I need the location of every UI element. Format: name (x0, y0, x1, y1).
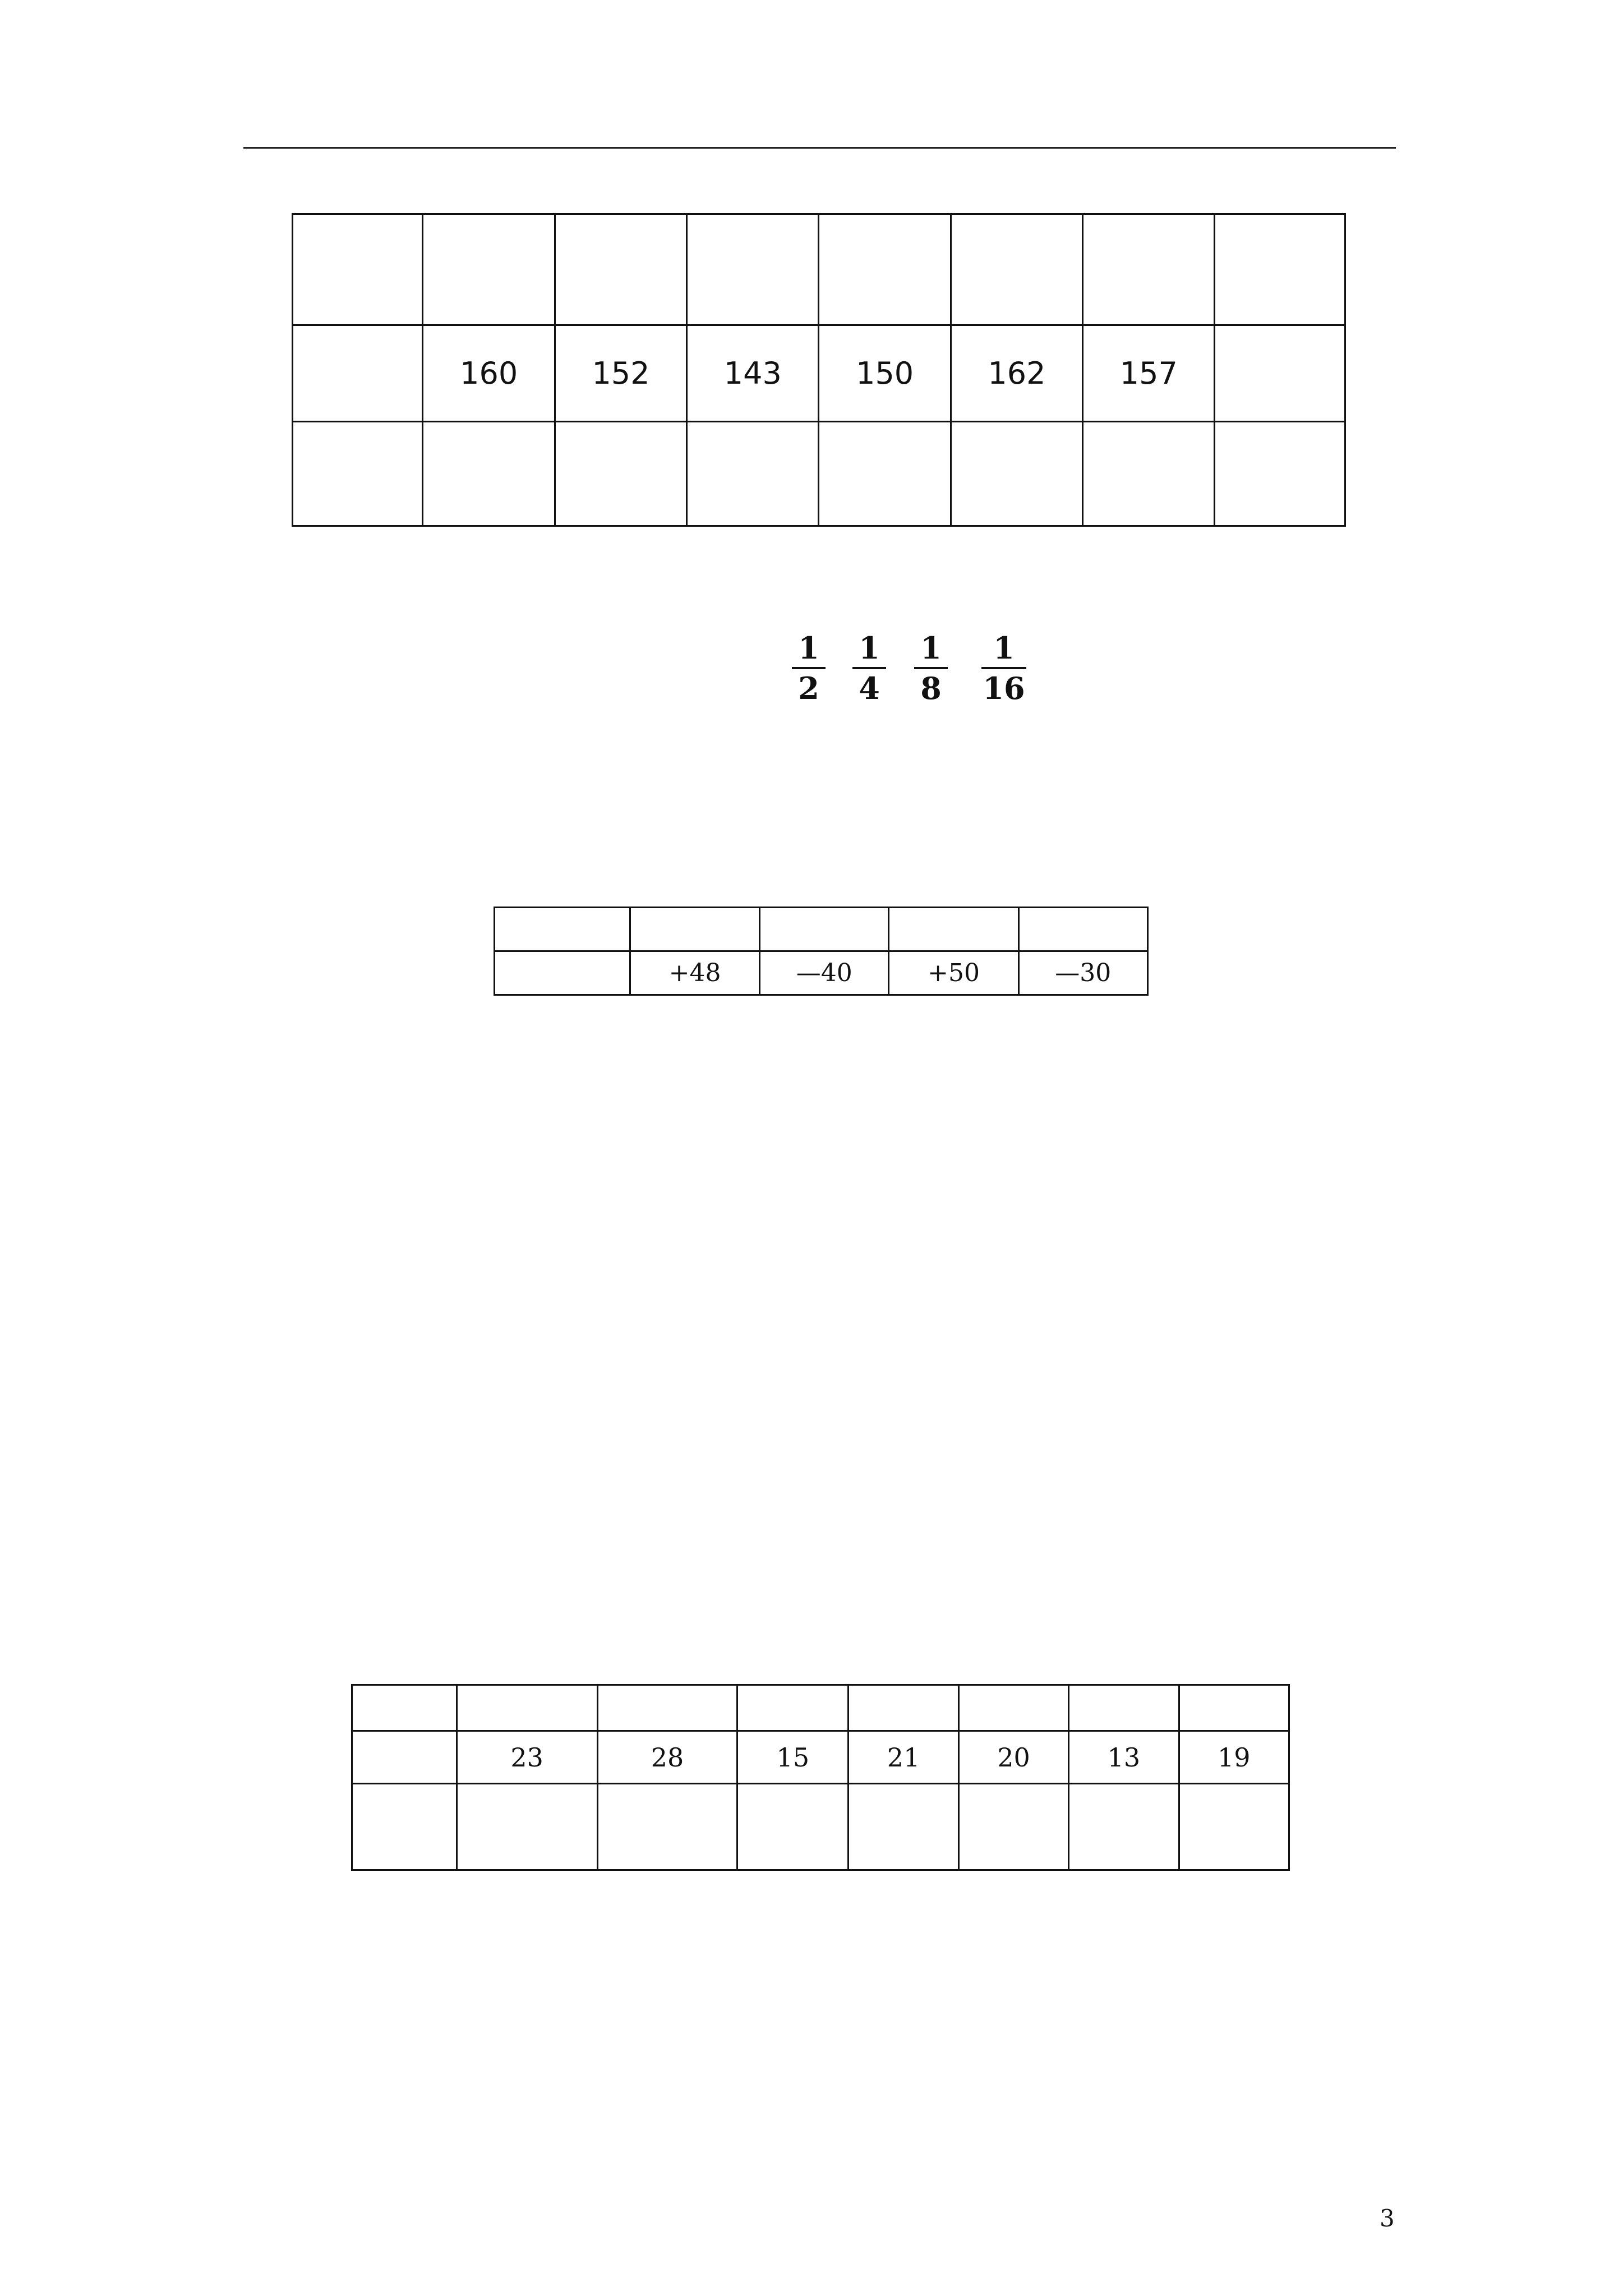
page-number: 3 (1380, 2205, 1395, 2232)
table-cell (1215, 422, 1345, 526)
table-cell: 19 (1179, 1731, 1289, 1784)
fraction (786, 631, 831, 705)
table-cell (423, 214, 555, 325)
table-cell (495, 951, 630, 995)
table-cell (423, 422, 555, 526)
fraction-denominator: 8 (920, 670, 942, 706)
table-cell (737, 1685, 849, 1731)
table-cell: +50 (889, 951, 1018, 995)
table-cell: 15 (737, 1731, 849, 1784)
table-cell (687, 422, 819, 526)
table-cell (293, 325, 423, 422)
table-cell (1215, 325, 1345, 422)
fraction-bar (852, 667, 886, 669)
table-cell: 13 (1069, 1731, 1179, 1784)
table-cell (1179, 1685, 1289, 1731)
table-cell: 157 (1083, 325, 1215, 422)
height-table (292, 213, 1346, 527)
fraction (847, 631, 892, 705)
table-cell (737, 1784, 849, 1870)
table-cell (760, 908, 889, 951)
table-cell (597, 1784, 737, 1870)
table-cell: 28 (597, 1731, 737, 1784)
fraction-numerator: 1 (993, 630, 1015, 666)
situp-table (351, 1684, 1290, 1871)
table-cell: 152 (555, 325, 686, 422)
table-cell (630, 908, 759, 951)
table-cell (352, 1685, 457, 1731)
fraction-denominator: 16 (983, 670, 1025, 706)
table-cell (951, 214, 1082, 325)
warehouse-table (494, 907, 1149, 996)
fraction-bar (792, 667, 826, 669)
table-cell (958, 1685, 1068, 1731)
table-cell (1083, 422, 1215, 526)
table-cell (1083, 214, 1215, 325)
fraction-bar (981, 667, 1026, 669)
table-cell: —30 (1018, 951, 1147, 995)
table-cell (951, 422, 1082, 526)
table-cell: 143 (687, 325, 819, 422)
table-cell (352, 1784, 457, 1870)
table-cell (958, 1784, 1068, 1870)
table-cell (687, 214, 819, 325)
table-cell (555, 422, 686, 526)
header-rule (243, 147, 1396, 149)
fraction-numerator: 1 (920, 630, 942, 666)
fraction-numerator: 1 (798, 630, 819, 666)
table-cell (1018, 908, 1147, 951)
table-cell (555, 214, 686, 325)
table-cell (1069, 1784, 1179, 1870)
table-cell (819, 214, 951, 325)
table-cell: 20 (958, 1731, 1068, 1784)
table-cell (457, 1685, 597, 1731)
fraction-bar (914, 667, 948, 669)
fraction-denominator: 4 (859, 670, 880, 706)
table-cell (1069, 1685, 1179, 1731)
table-cell: 23 (457, 1731, 597, 1784)
table-cell (849, 1784, 958, 1870)
table-cell (819, 422, 951, 526)
fraction-denominator: 2 (798, 670, 819, 706)
table-cell (293, 422, 423, 526)
table-cell (293, 214, 423, 325)
table-cell (849, 1685, 958, 1731)
table-cell (597, 1685, 737, 1731)
table-cell: +48 (630, 951, 759, 995)
table-cell: 162 (951, 325, 1082, 422)
table-cell: 150 (819, 325, 951, 422)
table-cell: 160 (423, 325, 555, 422)
table-cell (889, 908, 1018, 951)
fraction (976, 631, 1032, 705)
table-cell: 21 (849, 1731, 958, 1784)
table-cell (1179, 1784, 1289, 1870)
table-cell (352, 1731, 457, 1784)
table-cell (495, 908, 630, 951)
table-cell (457, 1784, 597, 1870)
fraction-numerator: 1 (859, 630, 880, 666)
table-cell: —40 (760, 951, 889, 995)
fraction (909, 631, 953, 705)
table-cell (1215, 214, 1345, 325)
